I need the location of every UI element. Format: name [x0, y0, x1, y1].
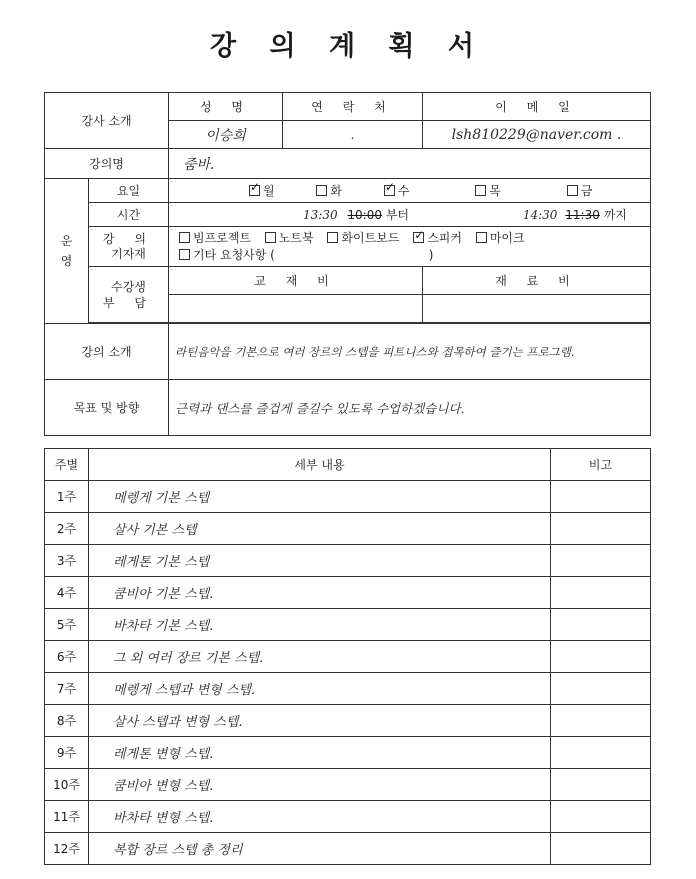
- checkbox-icon[interactable]: [476, 232, 487, 243]
- note-cell[interactable]: [551, 769, 651, 801]
- operation-label: [45, 179, 89, 324]
- instructor-email-value[interactable]: lsh810229@naver.com .: [423, 121, 651, 149]
- note-cell[interactable]: [551, 833, 651, 865]
- day-option-mon[interactable]: ✓ 월: [249, 184, 275, 198]
- detail-cell[interactable]: 그 외 여러 장르 기본 스텝.: [89, 641, 551, 673]
- equipment-other-option[interactable]: 기타 요청사항 (: [179, 248, 275, 262]
- checkbox-icon[interactable]: [179, 232, 190, 243]
- checkbox-icon[interactable]: [265, 232, 276, 243]
- equipment-option-speaker[interactable]: ✓ 스피커: [413, 231, 462, 245]
- table-row: [45, 673, 651, 705]
- goal-label: 목표 및 방향: [45, 380, 169, 436]
- detail-cell[interactable]: 메렝게 스텝과 변형 스텝.: [89, 673, 551, 705]
- intro-label: 강의 소개: [45, 324, 169, 380]
- detail-cell[interactable]: 쿰비아 변형 스텝.: [89, 769, 551, 801]
- note-cell[interactable]: [551, 513, 651, 545]
- note-cell[interactable]: [551, 481, 651, 513]
- student-cost-label: 수강생 부 담: [89, 267, 169, 323]
- detail-cell[interactable]: 살사 스텝과 변형 스텝.: [89, 705, 551, 737]
- table-row: [45, 833, 651, 865]
- equipment-option-whiteboard[interactable]: 화이트보드: [327, 231, 399, 245]
- table-row: [45, 513, 651, 545]
- start-time-printed: 10:00: [347, 208, 383, 222]
- time-value[interactable]: [169, 203, 651, 227]
- equipment-options: [169, 227, 651, 267]
- tuition-value[interactable]: [169, 295, 423, 323]
- material-value[interactable]: [423, 295, 651, 323]
- note-cell[interactable]: [551, 641, 651, 673]
- name-header: 성 명: [169, 93, 283, 121]
- note-cell[interactable]: [551, 737, 651, 769]
- table-row: [45, 545, 651, 577]
- note-cell[interactable]: [551, 545, 651, 577]
- detail-cell[interactable]: 메렝게 기본 스텝: [89, 481, 551, 513]
- week-cell: 3주: [45, 545, 89, 577]
- equipment-option-projector[interactable]: 빔프로젝트: [179, 231, 251, 245]
- table-row: [45, 737, 651, 769]
- week-cell: 10주: [45, 769, 89, 801]
- intro-value[interactable]: 라틴음악을 기본으로 여러 장르의 스텝을 피트니스와 접목하여 즐기는 프로그램.: [169, 324, 651, 380]
- checkbox-icon[interactable]: [384, 185, 395, 196]
- detail-cell[interactable]: 복합 장르 스텝 총 정리: [89, 833, 551, 865]
- detail-cell[interactable]: 살사 기본 스텝: [89, 513, 551, 545]
- table-row: [45, 801, 651, 833]
- detail-cell[interactable]: 쿰비아 기본 스텝.: [89, 577, 551, 609]
- checkbox-icon[interactable]: [327, 232, 338, 243]
- table-row: [45, 641, 651, 673]
- equipment-other-close: ): [428, 247, 434, 262]
- goal-value[interactable]: 근력과 댄스를 즐겁게 즐길수 있도록 수업하겠습니다.: [169, 380, 651, 436]
- week-cell: 5주: [45, 609, 89, 641]
- note-cell[interactable]: [551, 577, 651, 609]
- detail-cell[interactable]: 레게톤 기본 스텝: [89, 545, 551, 577]
- operation-label-text: 운영: [60, 234, 73, 268]
- week-cell: 8주: [45, 705, 89, 737]
- day-options: [169, 179, 651, 203]
- schedule-body: [45, 481, 651, 865]
- material-header: 재 료 비: [423, 267, 651, 295]
- end-time-written: 14:30: [522, 208, 558, 222]
- detail-header: 세부 내용: [89, 449, 551, 481]
- week-cell: 11주: [45, 801, 89, 833]
- checkbox-icon[interactable]: [179, 249, 190, 260]
- checkbox-icon[interactable]: [249, 185, 260, 196]
- checkbox-icon[interactable]: [413, 232, 424, 243]
- table-row: [45, 481, 651, 513]
- week-cell: 2주: [45, 513, 89, 545]
- week-cell: 9주: [45, 737, 89, 769]
- to-suffix: 까지: [603, 208, 627, 222]
- note-cell[interactable]: [551, 609, 651, 641]
- contact-header: 연 락 처: [283, 93, 423, 121]
- week-cell: 6주: [45, 641, 89, 673]
- detail-cell[interactable]: 바차타 기본 스텝.: [89, 609, 551, 641]
- tuition-header: 교 재 비: [169, 267, 423, 295]
- week-cell: 4주: [45, 577, 89, 609]
- checkbox-icon[interactable]: [567, 185, 578, 196]
- checkbox-icon[interactable]: [316, 185, 327, 196]
- day-option-tue[interactable]: 화: [316, 184, 342, 198]
- instructor-contact-value[interactable]: .: [283, 121, 423, 149]
- note-header: 비고: [551, 449, 651, 481]
- table-row: [45, 769, 651, 801]
- day-option-fri[interactable]: 금: [567, 184, 593, 198]
- instructor-name-value[interactable]: 이승희: [169, 121, 283, 149]
- note-cell[interactable]: [551, 801, 651, 833]
- week-cell: 7주: [45, 673, 89, 705]
- week-cell: 12주: [45, 833, 89, 865]
- detail-cell[interactable]: 바차타 변형 스텝.: [89, 801, 551, 833]
- table-row: [45, 705, 651, 737]
- week-cell: 1주: [45, 481, 89, 513]
- email-header: 이 메 일: [423, 93, 651, 121]
- day-option-thu[interactable]: 목: [475, 184, 501, 198]
- time-label: 시간: [89, 203, 169, 227]
- start-time-written: 13:30: [303, 208, 338, 222]
- equipment-label: 강 의 기자재: [89, 227, 169, 267]
- end-time-printed: 11:30: [565, 208, 600, 222]
- note-cell[interactable]: [551, 673, 651, 705]
- checkbox-icon[interactable]: [475, 185, 486, 196]
- detail-cell[interactable]: 레게톤 변형 스텝.: [89, 737, 551, 769]
- table-row: [45, 609, 651, 641]
- day-label: 요일: [89, 179, 169, 203]
- note-cell[interactable]: [551, 705, 651, 737]
- document-title: 강 의 계 획 서: [209, 31, 486, 62]
- equipment-option-mic[interactable]: 마이크: [476, 231, 525, 245]
- table-row: [45, 577, 651, 609]
- day-option-wed[interactable]: ✓ 수: [384, 184, 410, 198]
- equipment-option-laptop[interactable]: 노트북: [265, 231, 314, 245]
- from-suffix: 부터: [385, 208, 410, 222]
- weekly-schedule: [44, 448, 651, 865]
- course-name-value[interactable]: 줌바.: [169, 149, 651, 179]
- course-name-label: 강의명: [45, 149, 169, 179]
- instructor-section-label: 강사 소개: [45, 93, 169, 149]
- course-plan-form: [44, 92, 651, 436]
- week-header: 주별: [45, 449, 89, 481]
